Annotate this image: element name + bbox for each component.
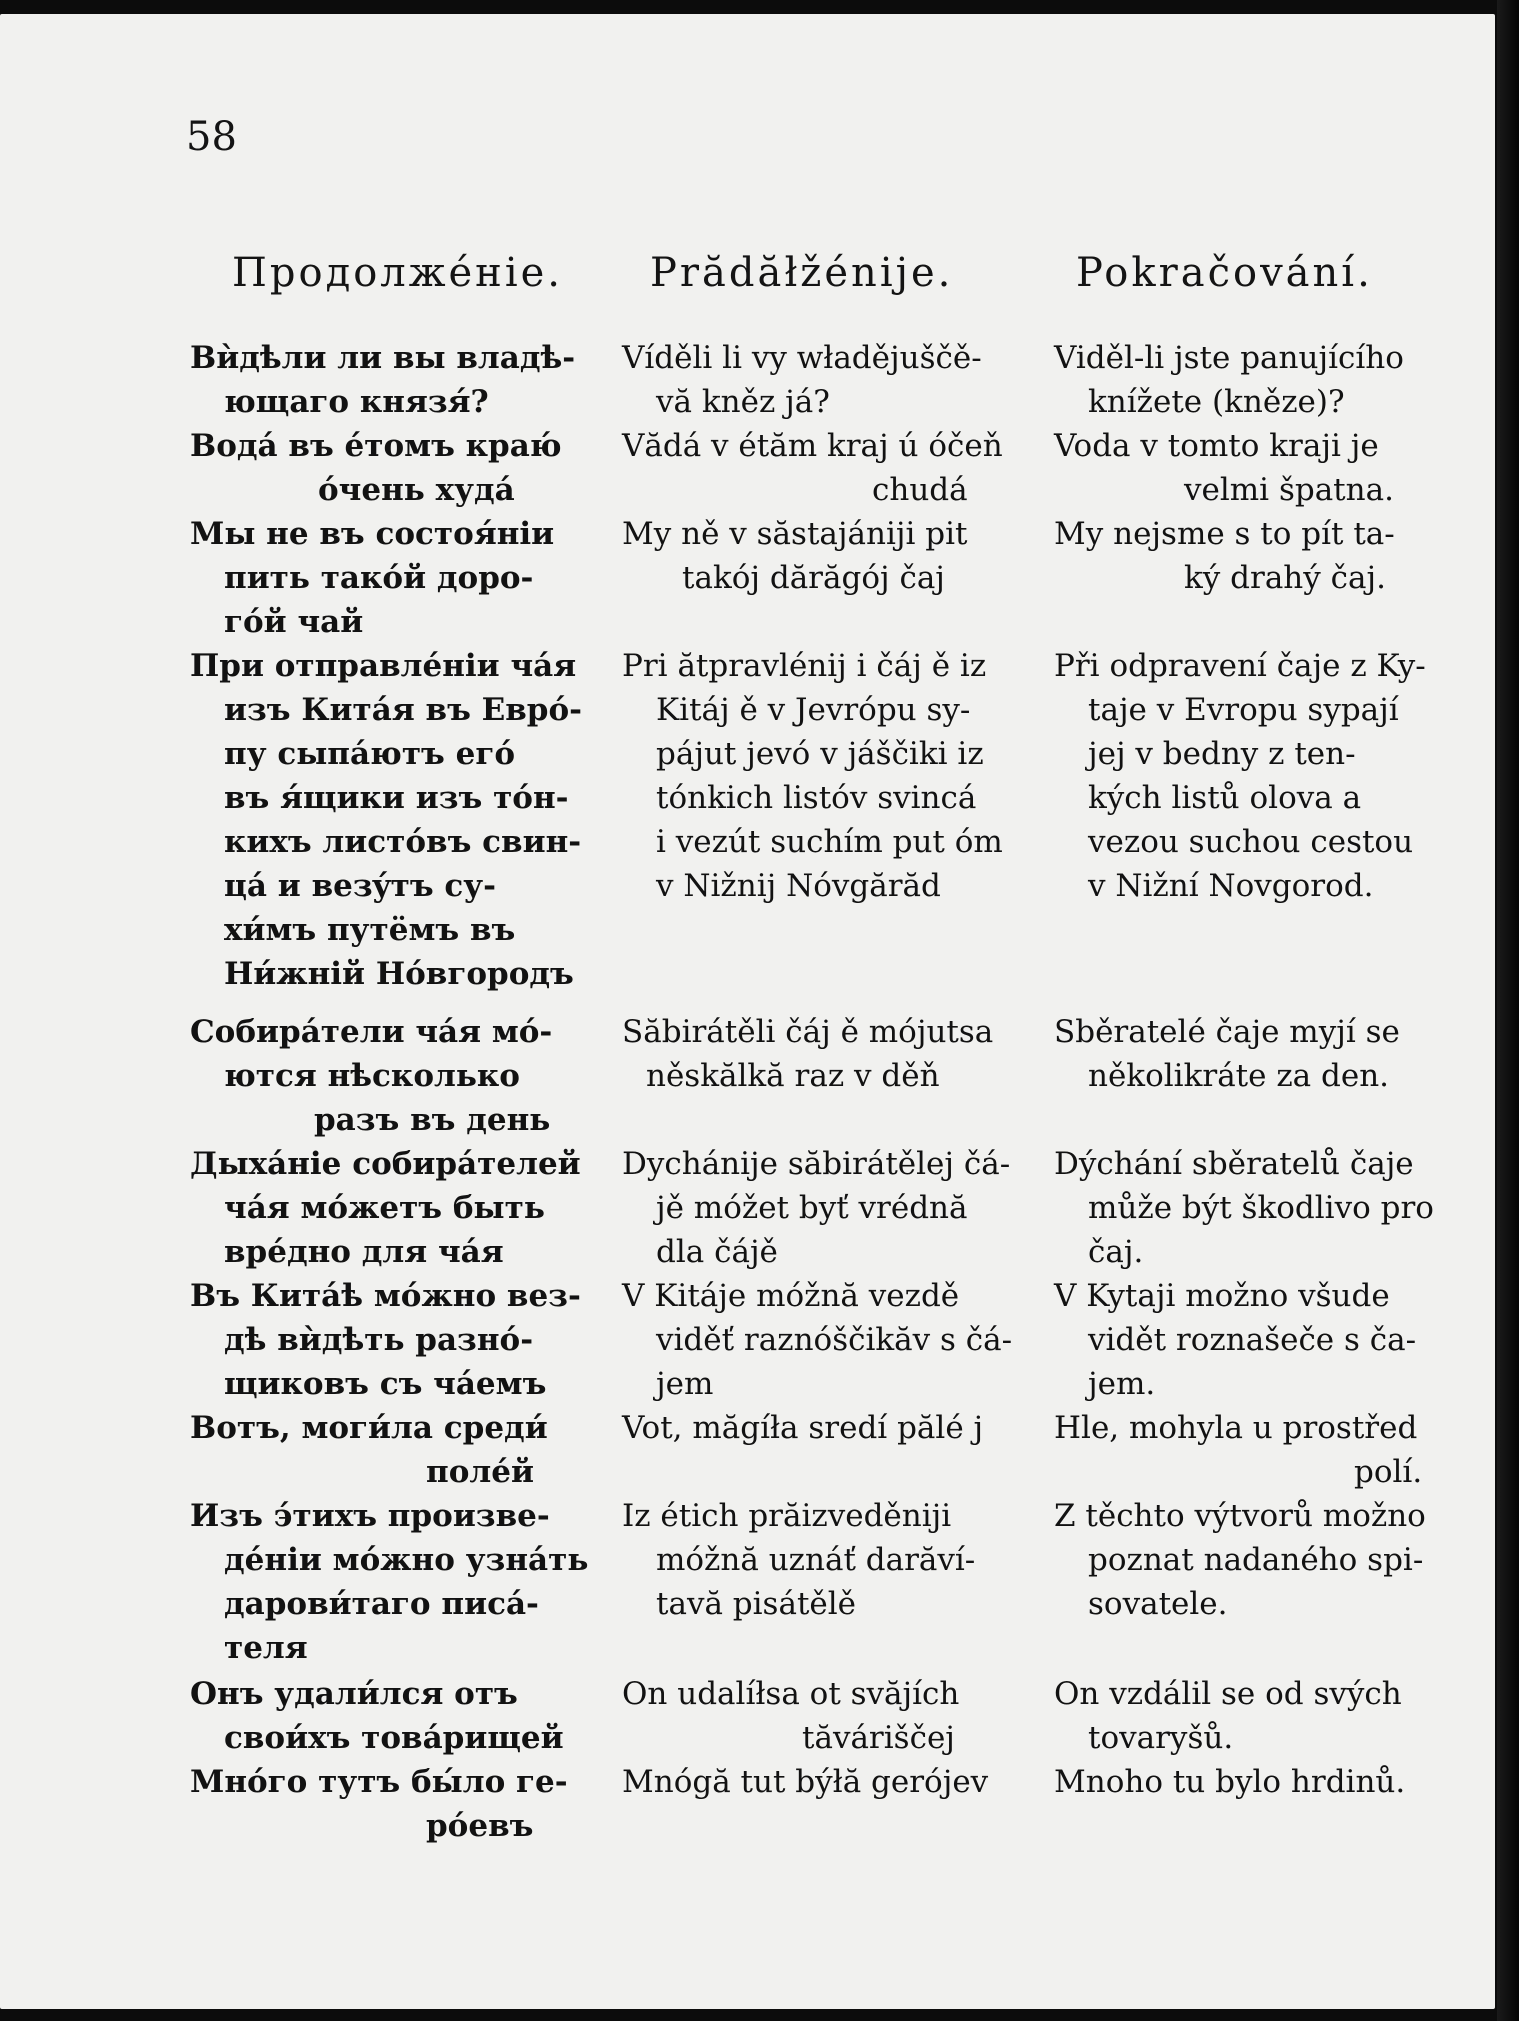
row-10-russian	[190, 1672, 572, 1760]
text-line: taje v Evropu sypají	[1088, 692, 1399, 728]
text-line: ца́ и везýтъ су-	[224, 868, 496, 904]
text-line: теля	[224, 1630, 308, 1666]
text-line: jem	[656, 1366, 714, 1402]
row-9-transliteration	[622, 1494, 1008, 1626]
row-3-transliteration	[622, 512, 1008, 600]
text-line: пу сыпа́ютъ егó	[224, 736, 516, 772]
text-line: pájut jevó v jáščiki iz	[656, 736, 984, 772]
text-line: ча́я мóжетъ быть	[224, 1190, 545, 1226]
row-4-transliteration	[622, 644, 1008, 908]
text-line: Mnoho tu bylo hrdinů.	[1054, 1764, 1406, 1800]
text-line: Při odpravení čaje z Ky-	[1054, 648, 1426, 684]
text-line: jem.	[1088, 1366, 1156, 1402]
text-line: sovatele.	[1088, 1586, 1228, 1622]
header-transliteration: Prădăłžénije.	[650, 250, 954, 296]
text-line: Iz étich prăizveděniji	[622, 1498, 952, 1534]
text-line: velmi špatna.	[1184, 472, 1394, 508]
text-line: Dýchání sběratelů čaje	[1054, 1146, 1414, 1182]
text-line: Sběratelé čaje myjí se	[1054, 1014, 1400, 1050]
text-line: polí.	[1354, 1454, 1423, 1490]
text-line: óчень худа́	[318, 472, 515, 508]
text-line: При отправлéніи ча́я	[190, 648, 577, 684]
row-4-czech	[1054, 644, 1438, 908]
text-line: My nejsme s to pít ta-	[1054, 516, 1395, 552]
text-line: ются нѣсколько	[224, 1058, 520, 1094]
text-line: Вотъ, моги́ла среди́	[190, 1410, 548, 1446]
text-line: гóй чай	[224, 604, 364, 640]
text-line: viděť raznóščikăv s čá-	[656, 1322, 1013, 1358]
row-6-transliteration	[622, 1142, 1011, 1274]
header-russian: Продолжéніе.	[232, 250, 563, 296]
text-line: Онъ удали́лся отъ	[190, 1676, 518, 1712]
text-line: Вѝдѣли ли вы владѣ-	[190, 340, 576, 376]
row-3-czech	[1054, 512, 1438, 600]
text-line: щиковъ съ ча́емъ	[224, 1366, 547, 1402]
text-line: Z těchto výtvorů možno	[1054, 1498, 1426, 1534]
text-line: V Kytaji možno všude	[1054, 1278, 1390, 1314]
text-line: Hle, mohyla u prostřed	[1054, 1410, 1418, 1446]
row-2-russian	[190, 424, 572, 512]
text-line: Voda v tomto kraji je	[1054, 428, 1379, 464]
row-6-russian	[190, 1142, 581, 1274]
row-1-czech	[1054, 336, 1438, 424]
row-10-czech	[1054, 1672, 1438, 1760]
text-line: tovaryšů.	[1088, 1720, 1234, 1756]
row-11-russian	[190, 1760, 572, 1848]
text-line: chudá	[872, 472, 968, 508]
row-5-transliteration	[622, 1010, 1008, 1098]
text-line: čaj.	[1088, 1234, 1144, 1270]
text-line: рóевъ	[426, 1808, 534, 1844]
text-line: въ я́щики изъ тóн-	[224, 780, 569, 816]
text-line: Изъ э́тихъ произве-	[190, 1498, 550, 1534]
row-7-russian	[190, 1274, 581, 1406]
text-line: vezou suchou cestou	[1088, 824, 1414, 860]
text-line: My ně v săstajániji pit	[622, 516, 968, 552]
text-line: poznat nadaného spi-	[1088, 1542, 1424, 1578]
row-6-czech	[1054, 1142, 1438, 1274]
row-8-russian	[190, 1406, 572, 1494]
text-line: několikráte za den.	[1088, 1058, 1390, 1094]
row-11-transliteration	[622, 1760, 1008, 1804]
text-line: Săbirátěli čáj ě mójutsa	[622, 1014, 994, 1050]
book-page	[0, 14, 1495, 2009]
text-line: пить такóй доро-	[224, 560, 534, 596]
text-line: móžnă uznáť darăví-	[656, 1542, 976, 1578]
text-line: jej v bedny z ten-	[1088, 736, 1356, 772]
text-line: tavă pisátělě	[656, 1586, 857, 1622]
text-line: takój dărăgój čaj	[682, 560, 945, 596]
header-czech: Pokračování.	[1076, 250, 1373, 296]
text-line: ющаго князя́?	[224, 384, 489, 420]
row-1-transliteration	[622, 336, 1008, 424]
text-line: Dychánije săbirátělej čá-	[622, 1146, 1011, 1182]
text-line: vidět roznašeče s ča-	[1088, 1322, 1417, 1358]
row-5-russian	[190, 1010, 572, 1142]
text-line: Mnógă tut býłă gerójev	[622, 1764, 989, 1800]
row-2-czech	[1054, 424, 1438, 512]
row-10-transliteration	[622, 1672, 1008, 1760]
text-line: Мнóго тутъ бы́ло ге-	[190, 1764, 568, 1800]
text-line: свои́хъ товáрищей	[224, 1720, 564, 1756]
scan-edge	[1497, 0, 1519, 2021]
text-line: může být škodlivo pro	[1088, 1190, 1434, 1226]
row-7-czech	[1054, 1274, 1438, 1406]
row-4-russian	[190, 644, 583, 996]
text-line: Viděl-li jste panujícího	[1054, 340, 1404, 376]
text-line: dla čájě	[656, 1234, 778, 1270]
row-9-czech	[1054, 1494, 1438, 1626]
text-line: дарови́таго писа́-	[224, 1586, 539, 1622]
row-5-czech	[1054, 1010, 1438, 1098]
text-line: jě móžet byť vrédnă	[656, 1190, 968, 1226]
row-11-czech	[1054, 1760, 1438, 1804]
text-line: On udalíłsa ot svăjích	[622, 1676, 960, 1712]
text-line: дѣ вѝдѣть разнó-	[224, 1322, 534, 1358]
text-line: v Nižnij Nóvgărăd	[656, 868, 941, 904]
text-line: Vădá v étăm kraj ú óčeň	[622, 428, 1003, 464]
text-line: врéдно для ча́я	[224, 1234, 504, 1270]
text-line: knížete (kněze)?	[1088, 384, 1345, 420]
text-line: kých listů olova a	[1088, 780, 1362, 816]
row-1-russian	[190, 336, 576, 424]
row-7-transliteration	[622, 1274, 1013, 1406]
text-line: Ни́жній Нóвгородъ	[224, 956, 574, 992]
text-line: V Kitáje móžnă vezdě	[622, 1278, 960, 1314]
text-line: Мы не въ состоя́ніи	[190, 516, 555, 552]
text-line: полéй	[426, 1454, 534, 1490]
row-8-transliteration	[622, 1406, 1008, 1450]
row-3-russian	[190, 512, 572, 644]
text-line: Kitáj ě v Jevrópu sy-	[656, 692, 971, 728]
text-line: кихъ листóвъ свин-	[224, 824, 582, 860]
row-2-transliteration	[622, 424, 1008, 512]
text-line: изъ Кита́я въ Еврó-	[224, 692, 583, 728]
text-line: On vzdálil se od svých	[1054, 1676, 1402, 1712]
text-line: i vezút suchím put óm	[656, 824, 1003, 860]
text-line: Дыха́ніе собира́телей	[190, 1146, 581, 1182]
text-line: Собира́тели ча́я мó-	[190, 1014, 553, 1050]
text-line: ký drahý čaj.	[1184, 560, 1386, 596]
text-line: Вода́ въ éтомъ краю́	[190, 428, 562, 464]
text-line: něskălkă raz v děň	[646, 1058, 940, 1094]
row-8-czech	[1054, 1406, 1438, 1494]
text-line: разъ въ день	[314, 1102, 551, 1138]
text-line: vă kněz já?	[656, 384, 830, 420]
text-line: хи́мъ путёмъ въ	[224, 912, 516, 948]
text-line: Víděli li vy władějuščě-	[622, 340, 982, 376]
row-9-russian	[190, 1494, 589, 1670]
text-line: дéніи мóжно узна́ть	[224, 1542, 589, 1578]
text-line: Въ Кита́ѣ мóжно вез-	[190, 1278, 581, 1314]
text-line: tăváriščej	[802, 1720, 955, 1756]
text-line: tónkich listóv svincá	[656, 780, 977, 816]
text-line: Vot, măgíła sredí pălé j	[622, 1410, 984, 1446]
text-line: Pri ătpravlénij i čáj ě iz	[622, 648, 987, 684]
text-line: v Nižní Novgorod.	[1088, 868, 1374, 904]
page-number: 58	[186, 114, 237, 160]
